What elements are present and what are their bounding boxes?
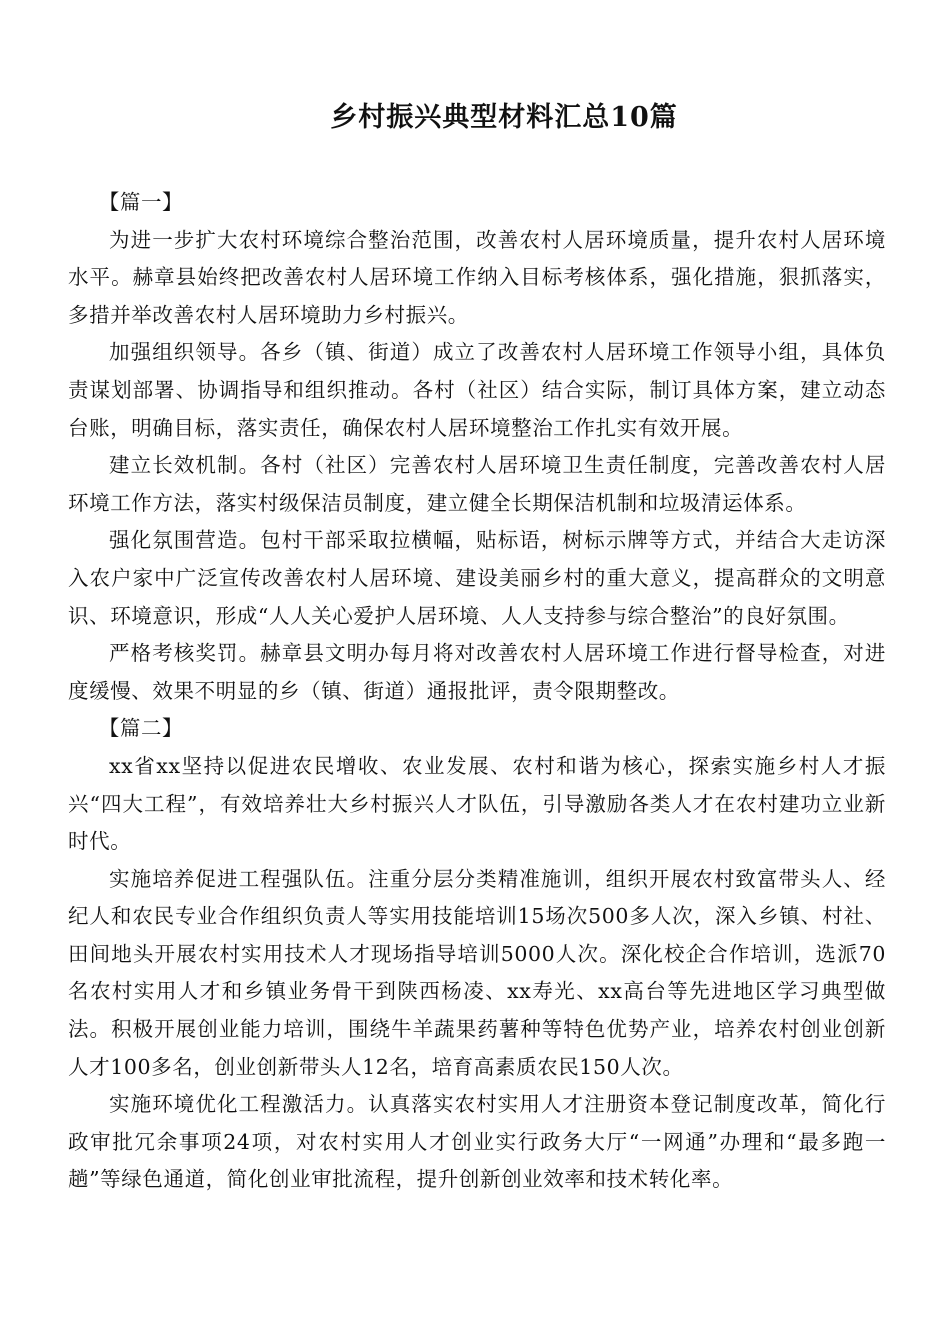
section-1 xyxy=(68,184,886,710)
paragraph: 建立长效机制。各村（社区）完善农村人居环境卫生责任制度，完善改善农村人居环境工作方法，落实村级保洁员制度，建立健全长期保洁机制和垃圾清运体系。 xyxy=(68,453,886,515)
section-2 xyxy=(68,710,886,1199)
paragraph: 实施培养促进工程强队伍。注重分层分类精准施训，组织开展农村致富带头人、经纪人和农民专业合作组织负责人等实用技能培训15场次500多人次，深入乡镇、村社、田间地头开展农村实用技术人才现场指导培训5000人次。深化校企合作培训，选派70名农村实用人才和乡镇业务骨干到陕西杨凌、xx寿光、xx高台等先进地区学习典型做法。积极开展创业能力培训，围绕牛羊蔬果药薯种等特色优势产业，培养农村创业创新人才100多名，创业创新带头人12名，培育高素质农民150人次。 xyxy=(68,866,886,1079)
paragraph: 实施环境优化工程激活力。认真落实农村实用人才注册资本登记制度改革，简化行政审批冗余事项24项，对农村实用人才创业实行政务大厅“一网通”办理和“最多跑一趟”等绿色通道，简化创业审批流程，提升创新创业效率和技术转化率。 xyxy=(68,1092,886,1192)
document-body xyxy=(68,184,886,1199)
section-heading: 【篇二】 xyxy=(98,716,184,741)
paragraph: 加强组织领导。各乡（镇、街道）成立了改善农村人居环境工作领导小组，具体负责谋划部署、协调指导和组织推动。各村（社区）结合实际，制订具体方案，建立动态台账，明确目标，落实责任，确保农村人居环境整治工作扎实有效开展。 xyxy=(68,340,886,440)
paragraph: 强化氛围营造。包村干部采取拉横幅，贴标语，树标示牌等方式，并结合大走访深入农户家中广泛宣传改善农村人居环境、建设美丽乡村的重大意义，提高群众的文明意识、环境意识，形成“人人关心爱护人居环境、人人支持参与综合整治”的良好氛围。 xyxy=(68,528,886,628)
document-title: 乡村振兴典型材料汇总10篇 xyxy=(330,102,678,133)
paragraph: 为进一步扩大农村环境综合整治范围，改善农村人居环境质量，提升农村人居环境水平。赫章县始终把改善农村人居环境工作纳入目标考核体系，强化措施，狠抓落实，多措并举改善农村人居环境助力乡村振兴。 xyxy=(68,227,886,327)
section-heading: 【篇一】 xyxy=(98,190,184,214)
paragraph: 严格考核奖罚。赫章县文明办每月将对改善农村人居环境工作进行督导检查，对进度缓慢、效果不明显的乡（镇、街道）通报批评，责令限期整改。 xyxy=(68,641,886,703)
paragraph: xx省xx坚持以促进农民增收、农业发展、农村和谐为核心，探索实施乡村人才振兴“四大工程”，有效培养壮大乡村振兴人才队伍，引导激励各类人才在农村建功立业新时代。 xyxy=(68,753,886,854)
